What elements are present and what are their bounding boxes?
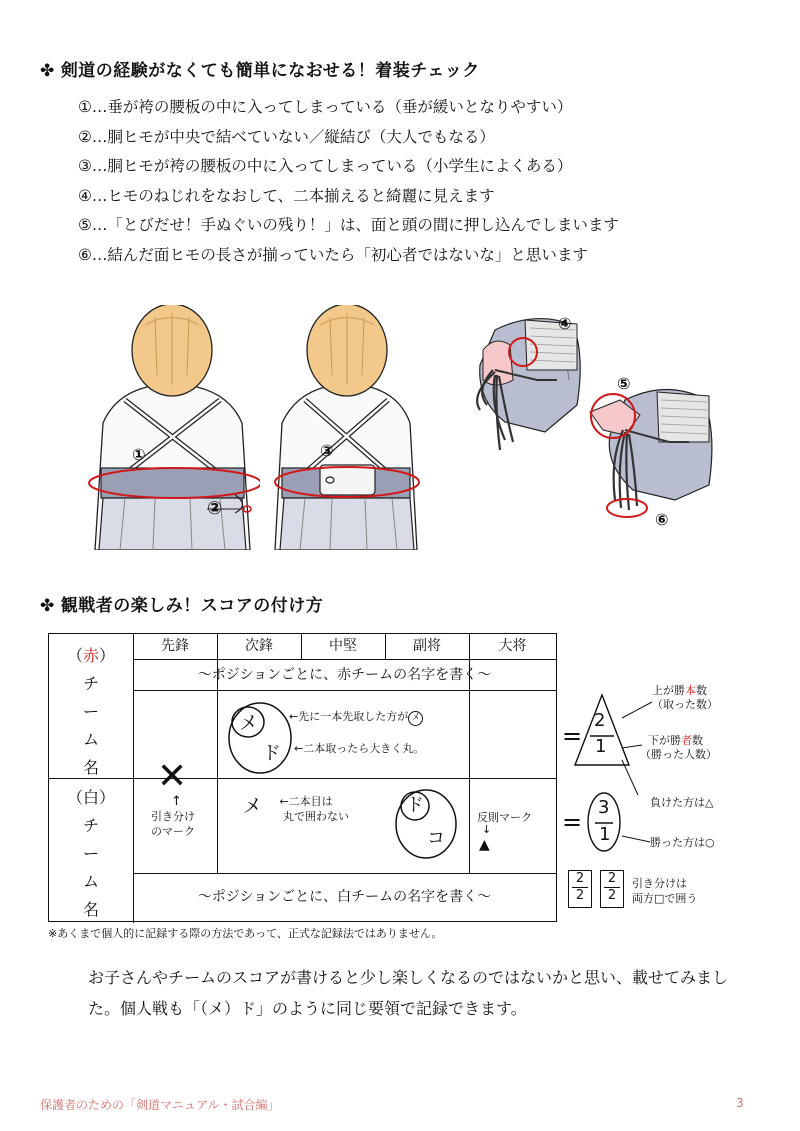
header-fukusho: 副将 — [413, 638, 441, 654]
score-legend — [560, 684, 800, 930]
section-title-text: 剣道の経験がなくても簡単になおせる！着装チェック — [60, 61, 480, 81]
draw-note: 引き分け のマーク — [151, 810, 195, 838]
figure-back-view-1 — [85, 305, 260, 550]
figure-label-6: ⑥ — [655, 510, 669, 529]
check-item-2: ②…胴ヒモが中央で結べていない／縦結び（大人でもなる） — [78, 127, 495, 146]
triangle-bottom: 1 — [595, 736, 607, 757]
section-title-score — [40, 591, 323, 616]
draw-cross-mark: ✕ — [157, 756, 188, 797]
draw-square-b: 2 2 — [600, 870, 624, 908]
foul-mark: ▲ — [479, 837, 490, 853]
red-word: 赤 — [82, 646, 99, 665]
draw-label: 引き分けは 両方□で囲う — [632, 877, 698, 905]
note-first: ←先に一本先取した方が メ — [289, 708, 423, 726]
figure-men-4 — [465, 310, 600, 460]
flower-icon: ✤ — [40, 61, 55, 81]
triangle-top: 2 — [594, 710, 606, 731]
draw-square-a: 2 2 — [568, 870, 592, 908]
score-table — [48, 633, 557, 922]
note-second: ←二本目は 丸で囲わない — [279, 795, 349, 823]
footnote: ※あくまで個人的に記録する際の方法であって、正式な記録法ではありません。 — [48, 927, 443, 940]
check-item-1: ①…垂が袴の腰板の中に入ってしまっている（垂が緩いとなりやすい） — [78, 98, 573, 116]
footer-title: 保護者のための「剣道マニュアル・試合編」 — [40, 1098, 280, 1112]
page-number: 3 — [736, 1096, 744, 1110]
foul-label: 反則マーク — [477, 811, 532, 824]
oval-top: 3 — [598, 797, 610, 818]
ippon-me: メ — [239, 712, 259, 734]
win-top-label: 上が勝本数 （取った数） — [652, 684, 718, 711]
red-team-label: （赤） チ ー ム 名 — [66, 646, 116, 777]
section-title-text: 観戦者の楽しみ！スコアの付け方 — [60, 596, 324, 616]
figure-label-2: ② — [207, 498, 223, 519]
figure-label-5: ⑤ — [617, 374, 631, 393]
oval-bottom: 1 — [599, 824, 611, 845]
figure-label-4: ④ — [558, 314, 572, 333]
do-ko-circle — [391, 782, 461, 862]
check-item-3: ③…胴ヒモが袴の腰板の中に入ってしまっている（小学生によくある） — [78, 157, 573, 175]
header-senpo: 先鋒 — [161, 638, 189, 654]
paragraph: お子さんやチームのスコアが書けると少し楽しくなるのではないかと思い、載せてみました。個人戦も「（メ）ド」のように同じ要領で記録できます。 — [88, 968, 729, 1018]
white-ko: コ — [427, 828, 445, 849]
white-me: メ — [243, 795, 263, 817]
white-do: ド — [406, 795, 424, 816]
header-jiho: 次鋒 — [245, 638, 273, 654]
lose-label: 負けた方は△ — [650, 796, 714, 809]
win-bottom-label: 下が勝者数 （勝った人数） — [640, 734, 717, 761]
equals-bottom: = — [562, 808, 583, 836]
foul-arrow: ↓ — [482, 823, 492, 836]
two-ippon-circle — [225, 696, 295, 776]
figure-men-5-6 — [585, 370, 730, 535]
draw-arrow: ↑ — [171, 794, 182, 809]
check-item-4: ④…ヒモのねじれをなおして、二本揃えると綺麗に見えます — [78, 186, 495, 205]
section-title-check — [40, 56, 480, 81]
check-item-6: ⑥…結んだ面ヒモの長さが揃っていたら「初心者ではないな」と思います — [78, 245, 588, 264]
ippon-do: ド — [262, 742, 282, 764]
check-item-5: ⑤…「とびだせ！手ぬぐいの残り！」は、面と頭の間に押し込んでしまいます — [78, 216, 619, 234]
note-two-ippon: ←二本取ったら大きく丸。 — [294, 742, 425, 755]
header-taisho: 大将 — [498, 638, 527, 654]
white-team-label: （白） チ ー ム 名 — [66, 788, 115, 919]
check-list — [78, 93, 619, 270]
red-names-row: 〜ポジションごとに、赤チームの名字を書く〜 — [197, 667, 492, 683]
figure-back-view-2 — [270, 305, 420, 550]
figure-label-1: ① — [132, 445, 146, 464]
header-chuken: 中堅 — [329, 638, 357, 654]
equals-top: = — [562, 722, 583, 750]
win-label: 勝った方は○ — [650, 836, 715, 849]
white-names-row: 〜ポジションごとに、白チームの名字を書く〜 — [197, 889, 492, 905]
flower-icon: ✤ — [40, 596, 55, 616]
figure-label-3: ③ — [320, 441, 334, 460]
